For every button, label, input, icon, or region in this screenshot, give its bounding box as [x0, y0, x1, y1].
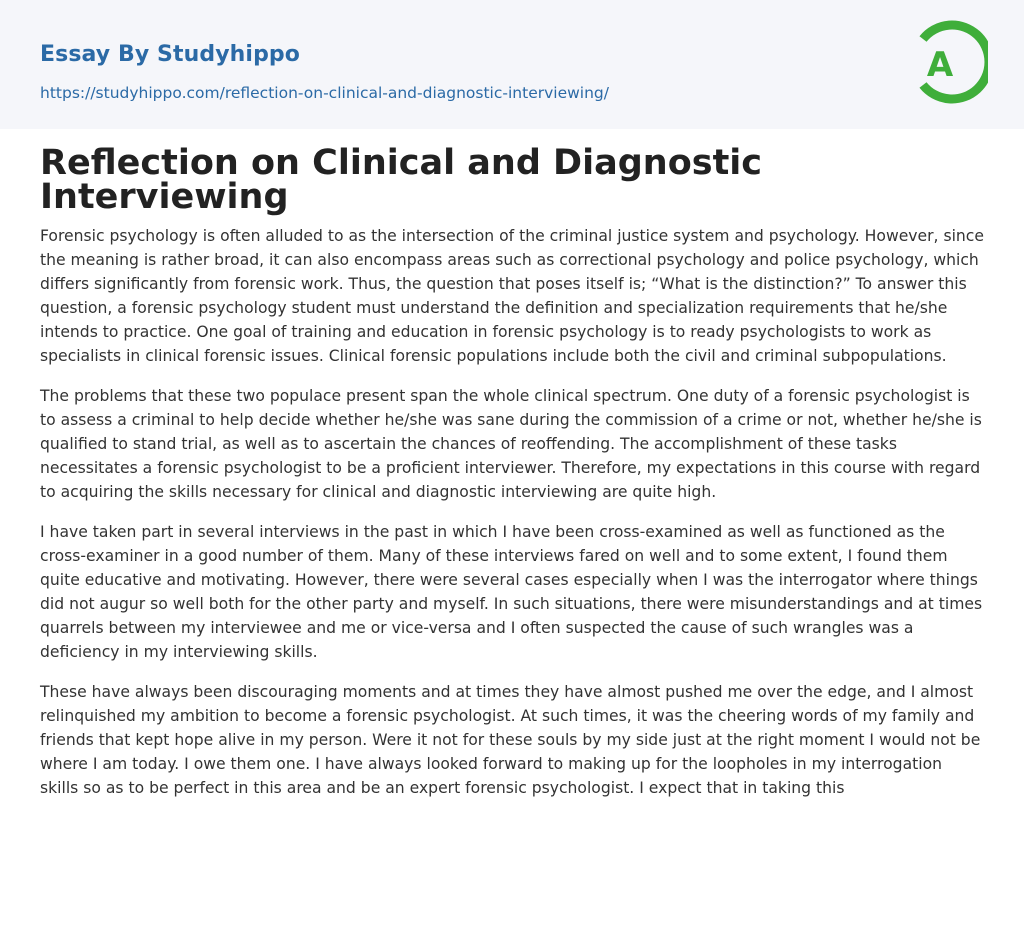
essay-url-link[interactable]: https://studyhippo.com/reflection-on-clinical-and-diagnostic-interviewing/	[40, 84, 609, 102]
essay-paragraph: Forensic psychology is often alluded to as the intersection of the criminal justice system and psychology. However, since the meaning is rather broad, it can also encompass areas such as correctional psychology and police psychology, which differs significantly from forensic work. Thus, the question that poses itself is; “What is the distinction?” To answer this question, a forensic psychology student must understand the definition and specialization requirements that he/she intends to practice. One goal of training and education in forensic psychology is to ready psychologists to work as specialists in clinical forensic issues. Clinical forensic populations include both the civil and criminal subpopulations.	[40, 227, 984, 365]
site-title[interactable]: Essay By Studyhippo	[40, 42, 300, 67]
essay-content	[40, 143, 984, 816]
site-header	[0, 0, 1024, 129]
essay-paragraph: I have taken part in several interviews in the past in which I have been cross-examined as well as functioned as the cross-examiner in a good number of them. Many of these interviews fared on well and to some extent, I found them quite educative and motivating. However, there were several cases especially when I was the interrogator where things did not augur so well both for the other party and myself. In such situations, there were misunderstandings and at times quarrels between my interviewee and me or vice-versa and I often suspected the cause of such wrangles was a deficiency in my interviewing skills.	[40, 523, 983, 661]
studyhippo-logo-icon[interactable]	[912, 18, 988, 106]
essay-title: Reflection on Clinical and Diagnostic Interviewing	[40, 143, 763, 217]
logo-letter: A	[926, 45, 954, 85]
essay-paragraph: These have always been discouraging moments and at times they have almost pushed me over the edge, and I almost relinquished my ambition to become a forensic psychologist. At such times, it was the cheering words of my family and friends that kept hope alive in my person. Were it not for these souls by my side just at the right moment I would not be where I am today. I owe them one. I have always looked forward to making up for the loopholes in my interrogation skills so as to be perfect in this area and be an expert forensic psychologist. I expect that in taking this	[40, 683, 981, 797]
essay-paragraph: The problems that these two populace present span the whole clinical spectrum. One duty of a forensic psychologist is to assess a criminal to help decide whether he/she was sane during the commission of a crime or not, whether he/she is qualified to stand trial, as well as to ascertain the chances of reoffending. The accomplishment of these tasks necessitates a forensic psychologist to be a proficient interviewer. Therefore, my expectations in this course with regard to acquiring the skills necessary for clinical and diagnostic interviewing are quite high.	[40, 387, 982, 501]
